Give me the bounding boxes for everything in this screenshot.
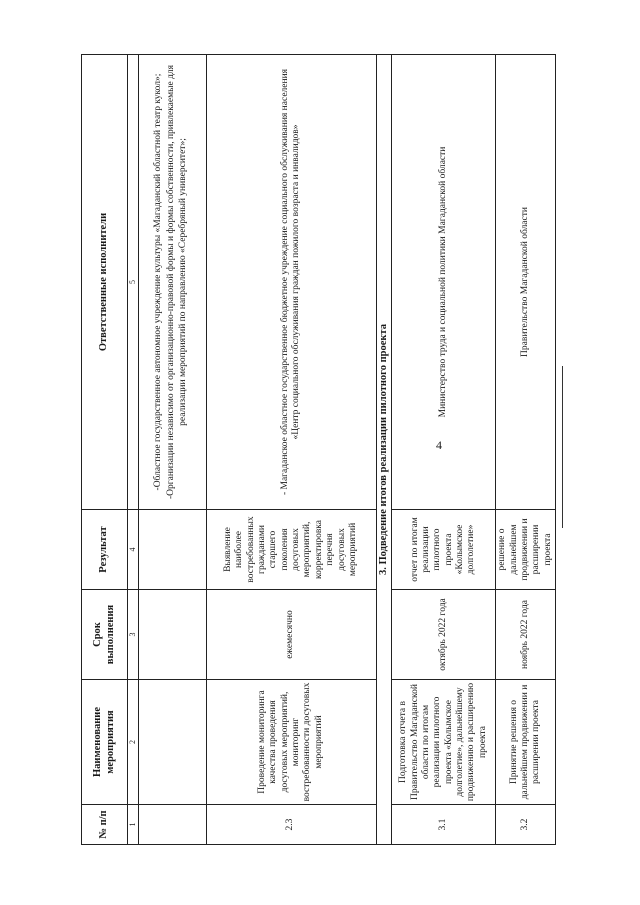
row-3-2-executors: Правительство Магаданской области: [496, 55, 556, 510]
executor-puppet-theatre: -Областное государственное автономное учреждение культуры «Магаданский областной театр кукол»;: [153, 73, 163, 491]
header-deadline: Срок выполнения: [82, 590, 128, 680]
table-header-row: [82, 55, 128, 845]
header-no: № п/п: [82, 805, 128, 845]
section-3-row: [376, 55, 392, 845]
header-result: Результат: [82, 510, 128, 590]
table-row-2-2: [138, 55, 206, 845]
table-row-2-3: [206, 55, 376, 845]
section-3-title: 3. Подведение итогов реализации пилотного проекта: [376, 55, 392, 845]
header-executors: Ответственные исполнители: [82, 55, 128, 510]
row-3-1-name: Подготовка отчета в Правительство Магаданской области по итогам реализации пилотного проекта «Колымское долголетие», дальнейшему продвижению и расширению проекта: [392, 680, 496, 805]
row-3-2-result: решение о дальнейшем продвижении и расширении проекта: [496, 510, 556, 590]
table-row-3-2: [496, 55, 556, 845]
col-number-3: 3: [128, 590, 139, 680]
row-2-3-executors: - Магаданское областное государственное бюджетное учреждение социального обслуживания населения «Центр социального обслуживания граждан пожилого возраста и инвалидов»: [206, 55, 376, 510]
row-3-1-deadline: октябрь 2022 года: [392, 590, 496, 680]
col-number-2: 2: [128, 680, 139, 805]
row-2-3-deadline: ежемесячно: [206, 590, 376, 680]
cell-empty: [138, 680, 206, 805]
col-number-4: 4: [128, 510, 139, 590]
page-number: 4: [436, 438, 442, 452]
col-number-1: 1: [128, 805, 139, 845]
row-3-1-executors: Министерство труда и социальной политики Магаданской области: [392, 55, 496, 510]
cell-empty: [138, 590, 206, 680]
row-2-3-name: Проведение мониторинга качества проведения досуговых мероприятий, мониторинг востребованности досуговых мероприятий: [206, 680, 376, 805]
cell-empty: [138, 510, 206, 590]
row-2-3-result: Выявление наиболее востребованных гражданами старшего поколения досуговых мероприятий, корректировка перечня досуговых мероприятий: [206, 510, 376, 590]
header-name: Наименование мероприятия: [82, 680, 128, 805]
row-2-2-executors: [138, 55, 206, 510]
col-number-5: 5: [128, 55, 139, 510]
row-2-3-no: 2.3: [206, 805, 376, 845]
cell-empty: [138, 805, 206, 845]
executor-organizations: -Организации независимо от организационно-правовой формы и формы собственности, привлекаемые для реализации мероприятий по направлению «Серебряный университет»;: [166, 64, 188, 500]
footer-rule: [562, 366, 563, 528]
plan-table: [81, 54, 556, 845]
table-row-3-1: [392, 55, 496, 845]
row-3-2-no: 3.2: [496, 805, 556, 845]
row-3-1-result: отчет по итогам реализации пилотного проекта «Колымское долголетие»: [392, 510, 496, 590]
rotated-page: [81, 55, 553, 845]
column-number-row: [128, 55, 139, 845]
row-3-1-no: 3.1: [392, 805, 496, 845]
row-3-2-deadline: ноябрь 2022 года: [496, 590, 556, 680]
row-3-2-name: Принятие решения о дальнейшем продвижении и расширении проекта: [496, 680, 556, 805]
